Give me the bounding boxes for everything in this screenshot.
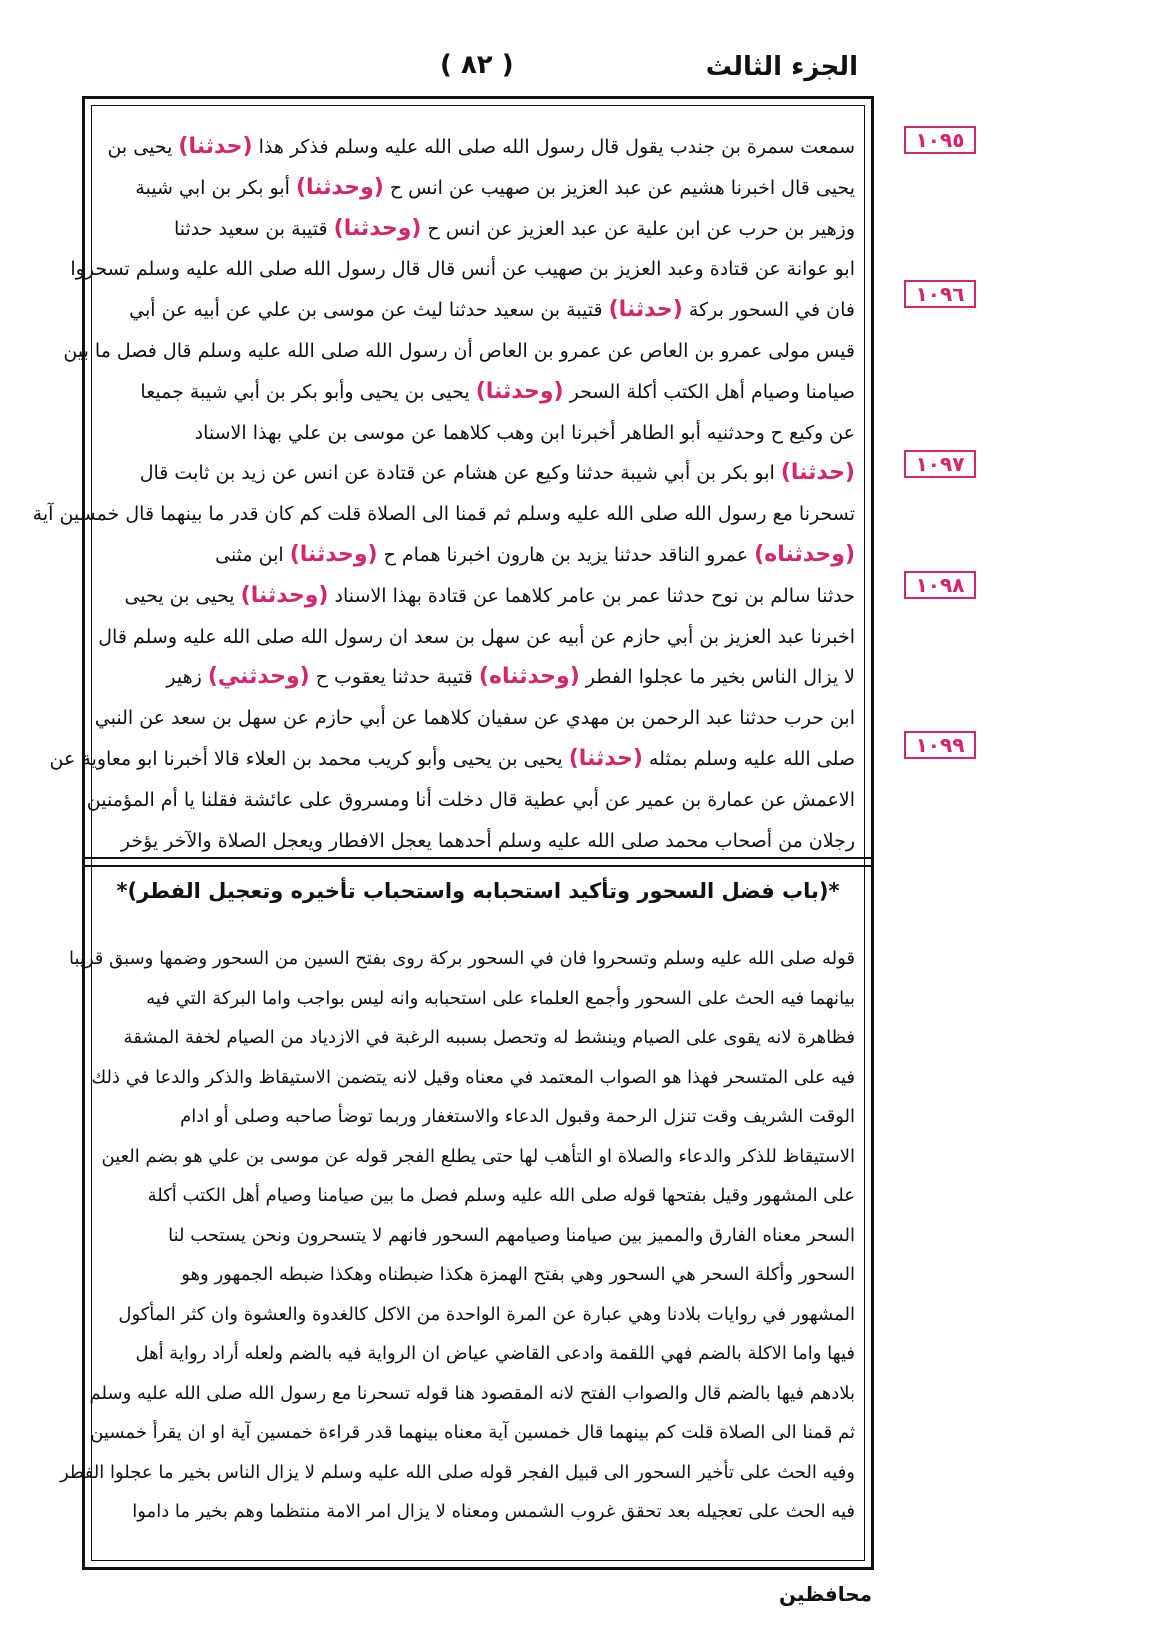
commentary-line: فيها واما الاكلة بالضم فهي اللقمة وادعى القاضي عياض ان الرواية فيه بالضم ولعله أراد رواية أهل xyxy=(135,1343,855,1364)
commentary-line: السحور وأكلة السحر هي السحور وهي بفتح الهمزة هكذا ضبطناه وهكذا ضبطه الجمهور وهو xyxy=(181,1264,855,1285)
part-title: الجزء الثالث xyxy=(705,52,858,82)
narration-marker: (وحدثنا) xyxy=(333,215,422,241)
hadith-line: وزهير بن حرب عن ابن علية عن عبد العزيز عن انس ح (وحدثنا) قتيبة بن سعيد حدثنا xyxy=(173,215,855,241)
page-frame xyxy=(32,96,874,1570)
hadith-line: رجلان من أصحاب محمد صلى الله عليه وسلم أحدهما يعجل الافطار ويعجل الصلاة والآخر يؤخر xyxy=(120,829,855,852)
commentary-line: فظاهرة لانه يقوى على الصيام وينشط له وتحصل بسببه الرغبة في الازدياد من الصيام لخفة المشقة xyxy=(123,1027,855,1048)
hadith-number-badge: ١٠٩٧ xyxy=(904,450,976,478)
hadith-line: عن وكيع ح وحدثنيه أبو الطاهر أخبرنا ابن وهب كلاهما عن موسى بن علي بهذا الاسناد xyxy=(194,421,855,444)
commentary-line: الاستيقاظ للذكر والدعاء والصلاة او التأهب لها حتى يطلع الفجر قوله عن موسى بن علي هو بضم العين xyxy=(101,1145,855,1167)
commentary-line: قوله صلى الله عليه وسلم وتسحروا فان في السحور بركة روى بفتح السين من السحور وضمها وسبق قريبا xyxy=(68,948,855,969)
hadith-line: سمعت سمرة بن جندب يقول قال رسول الله صلى الله عليه وسلم فذكر هذا (حدثنا) يحيى بن xyxy=(107,134,855,159)
hadith-text-block xyxy=(32,127,855,861)
commentary-line: وفيه الحث على تأخير السحور الى قبيل الفجر قوله صلى الله عليه وسلم لا يزال الناس بخير ما عجلوا الفطر xyxy=(60,1461,855,1483)
commentary-line: بيانهما فيه الحث على السحور وأجمع العلماء على استحبابه وانه ليس بواجب واما البركة التي فيه xyxy=(146,987,855,1009)
commentary-line: ثم قمنا الى الصلاة قلت كم بينهما قال خمسين آية معناه بينهما قدر قراءة خمسين آية او ان يقرأ خمسين xyxy=(90,1422,855,1443)
narration-marker: (حدثنا) xyxy=(608,297,683,323)
hadith-line: تسحرنا مع رسول الله صلى الله عليه وسلم ثم قمنا الى الصلاة قلت كم كان قدر ما بينهما قال خمسين آية xyxy=(32,503,855,526)
narration-marker: (حدثنا) xyxy=(568,745,643,771)
commentary-line: الوقت الشريف وقت تنزل الرحمة وقبول الدعاء والاستغفار وربما توضأ صاحبه وصلى أو ادام xyxy=(180,1106,855,1127)
hadith-line: صيامنا وصيام أهل الكتب أكلة السحر (وحدثنا) يحيى بن يحيى وأبو بكر بن أبي شيبة جميعا xyxy=(140,378,855,404)
chapter-title: *(باب فضل السحور وتأكيد استحبابه واستحباب تأخيره وتعجيل الفطر)* xyxy=(116,879,840,903)
page-number: ( ٨٢ ) xyxy=(440,50,514,80)
hadith-line: (حدثنا) ابو بكر بن أبي شيبة حدثنا وكيع عن هشام عن قتادة عن انس عن زيد بن ثابت قال xyxy=(139,460,855,486)
footer-signature: محافظين xyxy=(778,1582,872,1606)
commentary-text-block xyxy=(60,939,855,1532)
commentary-line: المشهور في روايات بلادنا وهي عبارة عن المرة الواحدة من الاكل كالغدوة والعشوة وان كثر المأكول xyxy=(118,1303,855,1325)
narration-marker: (وحدثناه) xyxy=(754,541,855,567)
commentary-line: السحر معناه الفارق والمميز بين صيامنا وصيامهم السحور فانهم لا يتسحرون ونحن يستحب لنا xyxy=(168,1224,855,1246)
hadith-line: صلى الله عليه وسلم بمثله (حدثنا) يحيى بن يحيى وأبو كريب محمد بن العلاء قالا أخبرنا ابو معاوية عن xyxy=(49,745,855,771)
narration-marker: (وحدثناه) xyxy=(478,664,580,690)
section-divider xyxy=(85,857,871,867)
narration-marker: (وحدثنا) xyxy=(475,378,564,404)
hadith-number-badge: ١٠٩٨ xyxy=(904,571,976,599)
hadith-line: اخبرنا عبد العزيز بن أبي حازم عن أبيه عن سهل بن سعد ان رسول الله صلى الله عليه وسلم قال xyxy=(98,625,855,648)
narration-marker: (حدثنا) xyxy=(178,134,253,159)
commentary-line: بلادهم فيها بالضم قال والصواب الفتح لانه المقصود هنا قوله تسحرنا مع رسول الله صلى الله عليه وسلم xyxy=(89,1382,855,1404)
hadith-line: لا يزال الناس بخير ما عجلوا الفطر (وحدثناه) قتيبة حدثنا يعقوب ح (وحدثني) زهير xyxy=(166,664,855,690)
hadith-line: ابن حرب حدثنا عبد الرحمن بن مهدي عن سفيان كلاهما عن أبي حازم عن سهل بن سعد عن النبي xyxy=(94,707,855,730)
narration-marker: (حدثنا) xyxy=(780,460,855,486)
commentary-line: على المشهور وقيل بفتحها قوله صلى الله عليه وسلم فصل ما بين صيامنا وصيام أهل الكتب أكلة xyxy=(147,1185,855,1206)
commentary-line: فيه على المتسحر فهذا هو الصواب المعتمد في معناه وقيل لانه يتضمن الاستيقاظ والذكر والدعا في ذلك xyxy=(91,1066,855,1088)
narration-marker: (وحدثنا) xyxy=(240,582,329,608)
hadith-line: الاعمش عن عمارة بن عمير عن أبي عطية قال دخلت أنا ومسروق على عائشة فقلنا يا أم المؤمنين xyxy=(86,788,855,811)
hadith-number-badge: ١٠٩٥ xyxy=(904,126,976,154)
hadith-line: حدثنا سالم بن نوح حدثنا عمر بن عامر كلاهما عن قتادة بهذا الاسناد (وحدثنا) يحيى بن يحيى xyxy=(124,582,855,608)
hadith-line: قيس مولى عمرو بن العاص عن عمرو بن العاص أن رسول الله صلى الله عليه وسلم قال فصل ما بين xyxy=(63,339,855,362)
hadith-line: (وحدثناه) عمرو الناقد حدثنا يزيد بن هارون اخبرنا همام ح (وحدثنا) ابن مثنى xyxy=(215,541,855,567)
hadith-line: يحيى قال اخبرنا هشيم عن عبد العزيز بن صهيب عن انس ح (وحدثنا) أبو بكر بن ابي شيبة xyxy=(135,174,855,200)
narration-marker: (وحدثنا) xyxy=(295,174,384,200)
hadith-line: ابو عوانة عن قتادة وعبد العزيز بن صهيب عن أنس قال قال رسول الله صلى الله عليه وسلم تسحروا xyxy=(70,258,855,281)
hadith-number-badge: ١٠٩٩ xyxy=(904,731,976,759)
narration-marker: (وحدثني) xyxy=(207,664,310,690)
hadith-number-badge: ١٠٩٦ xyxy=(904,280,976,308)
narration-marker: (وحدثنا) xyxy=(289,541,378,567)
hadith-line: فان في السحور بركة (حدثنا) قتيبة بن سعيد حدثنا ليث عن موسى بن علي عن أبيه عن أبي xyxy=(129,297,855,323)
commentary-line: فيه الحث على تعجيله بعد تحقق غروب الشمس ومعناه لا يزال امر الامة منتظما وهم بخير ما داموا xyxy=(132,1501,855,1522)
